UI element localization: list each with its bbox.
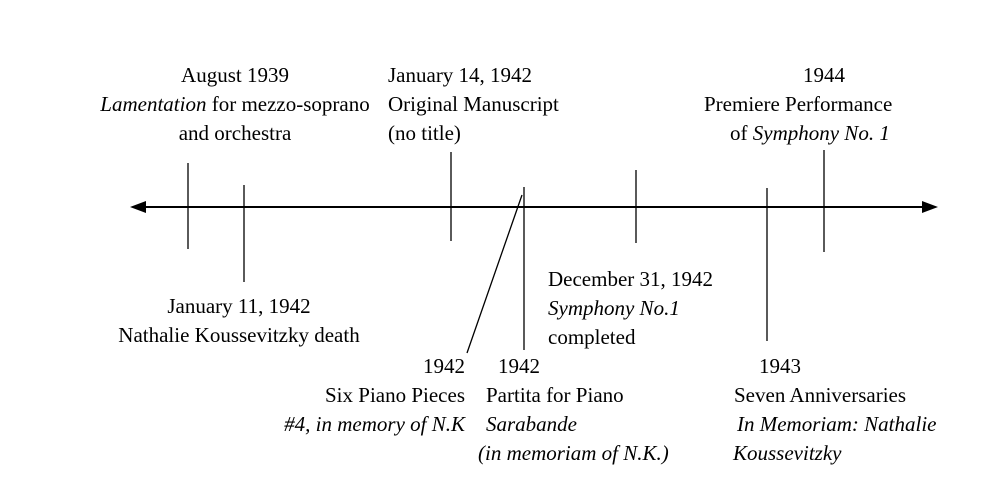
event-date: 1942	[498, 354, 540, 378]
event-title: Nathalie Koussevitzky death	[118, 323, 360, 347]
event-title: Seven Anniversaries	[734, 383, 907, 407]
event-date: January 14, 1942	[388, 63, 533, 87]
event-title: Original Manuscript	[388, 92, 559, 116]
event-date: January 11, 1942	[167, 294, 311, 318]
event-title: Symphony No.1	[548, 296, 680, 320]
event-note: (in memoriam of N.K.)	[478, 441, 669, 465]
event-description-italic: Symphony No. 1	[752, 121, 890, 145]
event-title: Partita for Piano	[486, 383, 624, 407]
event-description: Sarabande	[486, 412, 577, 436]
event-description	[704, 119, 944, 148]
event-note: Koussevitzky	[733, 441, 842, 465]
event-date: August 1939	[181, 63, 289, 87]
event-description: In Memoriam: Nathalie	[737, 412, 937, 436]
event-description: completed	[548, 325, 636, 349]
event-title-rest: for mezzo-soprano	[206, 92, 370, 116]
event-lamentation	[95, 61, 375, 148]
event-seven-anniversaries	[733, 352, 936, 468]
event-date: December 31, 1942	[548, 267, 714, 291]
event-partita	[478, 352, 669, 468]
event-title	[95, 90, 375, 119]
event-description: and orchestra	[178, 121, 292, 145]
event-six-piano-pieces	[250, 352, 465, 439]
timeline-arrow-left	[130, 201, 146, 213]
event-koussevitzky-death	[80, 292, 398, 350]
event-title: Premiere Performance	[704, 92, 893, 116]
event-date: 1944	[803, 63, 845, 87]
event-date: 1943	[759, 354, 801, 378]
event-description: #4, in memory of N.K	[284, 412, 465, 436]
event-description: (no title)	[388, 121, 461, 145]
event-title-italic: Lamentation	[100, 92, 207, 116]
event-title: Six Piano Pieces	[325, 383, 465, 407]
event-description-prefix: of	[730, 121, 753, 145]
event-premiere	[704, 61, 944, 148]
event-date: 1942	[423, 354, 465, 378]
event-symphony-completed	[548, 265, 713, 352]
tick-six-piano-pieces	[467, 195, 522, 353]
event-original-manuscript	[388, 61, 559, 148]
timeline-arrow-right	[922, 201, 938, 213]
